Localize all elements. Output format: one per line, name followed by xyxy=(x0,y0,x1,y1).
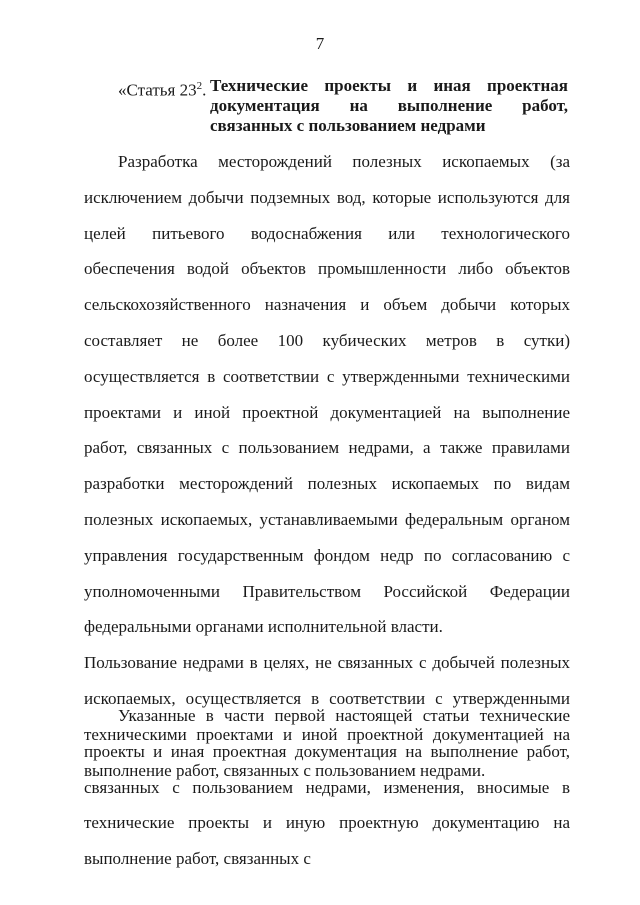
paragraph-continuation: Пользование недрами в целях, не связанных с добычей полезных ископаемых, осуществляется в соответствии с утвержденными техническими проектами и иной проектной документацией на выполнение работ, связанных с пользованием недрами. xyxy=(84,653,570,780)
paragraph-text: Указанные в части первой настоящей статьи технические проекты и иная проектная документация на выполнение работ, связанных с пользованием недрами, изменения, вносимые в технические проекты и иную проектную документацию на выполнение работ, связанных с xyxy=(84,706,570,869)
paragraph-text: Разработка месторождений полезных ископаемых (за исключением добычи подземных вод, которые используются для целей питьевого водоснабжения или технологического обеспечения водой объектов промышленности либо объектов сельскохозяйственного назначения и объем добычи которых составляет не более 100 кубических метров в сутки) осуществляется в соответствии с утвержденными техническими проектами и иной проектной документацией на выполнение работ, связанных с пользованием недрами, а также правилами разработки месторождений полезных ископаемых по видам полезных ископаемых, устанавливаемыми федеральным органом управления государственным фондом недр по согласованию с уполномоченными Правительством Российской Федерации федеральными органами исполнительной власти. xyxy=(84,152,570,637)
article-title: Технические проекты и иная проектная документация на выполнение работ, связанных с пользованием недрами xyxy=(210,76,568,135)
paragraph-block-1 xyxy=(84,144,570,788)
article-number xyxy=(118,76,210,101)
paragraph-block-2 xyxy=(84,698,570,877)
article-prefix-suffix: . xyxy=(202,80,207,100)
article-heading xyxy=(118,76,568,136)
page-number: 7 xyxy=(315,34,325,53)
article-prefix: «Статья 23 xyxy=(118,80,197,100)
article-superscript: 2 xyxy=(196,80,203,92)
